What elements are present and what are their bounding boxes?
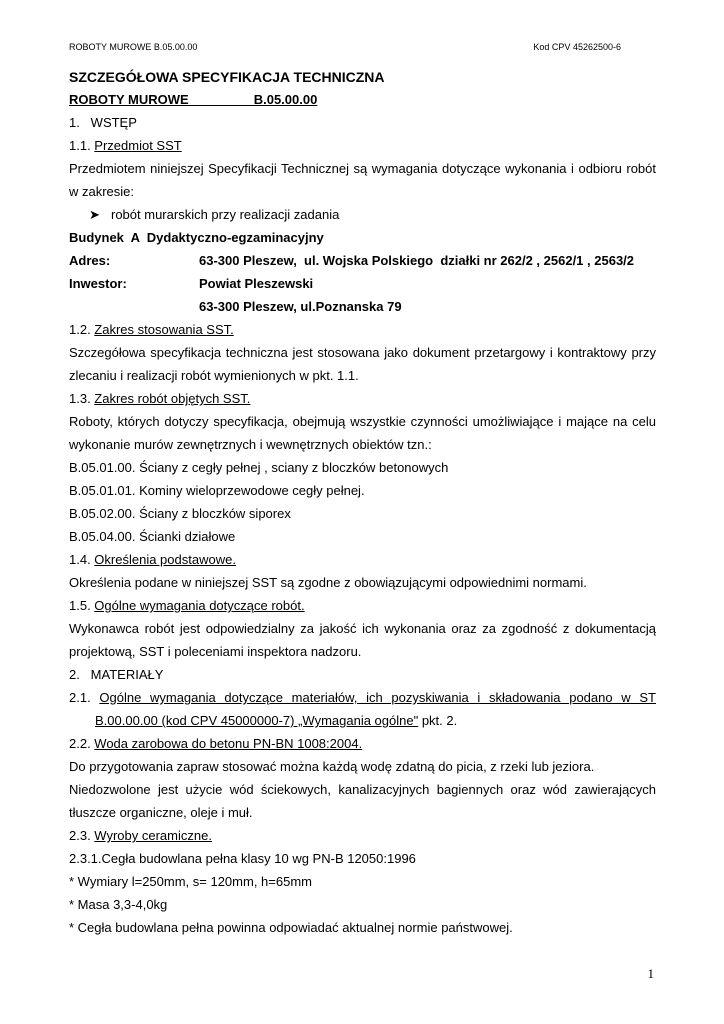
section-1-4-heading xyxy=(69,548,656,571)
section-1-1-heading xyxy=(69,134,656,157)
section-title: Określenia podstawowe. xyxy=(94,552,236,567)
section-title: Zakres robót objętych SST. xyxy=(94,391,251,406)
spec-item: * Cegła budowlana pełna powinna odpowiadać aktualnej normie państwowej. xyxy=(69,920,513,935)
header-right: Kod CPV 45262500-6 xyxy=(533,42,621,52)
section-title: Wyroby ceramiczne. xyxy=(94,828,212,843)
document-subtitle: ROBOTY MUROWE_________B.05.00.00 xyxy=(69,92,318,107)
section-1-2-heading xyxy=(69,318,656,341)
section-title-tail: pkt. 2. xyxy=(418,713,458,728)
paragraph-1-3: Roboty, których dotyczy specyfikacja, obejmują wszystkie czynności umożliwiające i mające na celu wykonanie murów zewnętrznych i wewnętrznych obiektów tzn.: xyxy=(69,414,656,452)
spec-item: * Wymiary l=250mm, s= 120mm, h=65mm xyxy=(69,874,312,889)
section-1-3-heading xyxy=(69,387,656,410)
section-number: 1.2. xyxy=(69,322,95,337)
paragraph-1-1: Przedmiotem niniejszej Specyfikacji Technicznej są wymagania dotyczące wykonania i odbioru robót w zakresie: xyxy=(69,161,656,199)
section-2-heading: 2. MATERIAŁY xyxy=(69,667,164,682)
section-title-line2: B.00.00.00 (kod CPV 45000000-7) „Wymagania ogólne" xyxy=(95,713,419,728)
section-number: 1.5. xyxy=(69,598,95,613)
scope-item: B.05.02.00. Ściany z bloczków siporex xyxy=(69,506,291,521)
building-line: Budynek A Dydaktyczno-egzaminacyjny xyxy=(69,230,324,245)
section-2-2-heading xyxy=(69,732,656,755)
paragraph-2-2a: Do przygotowania zapraw stosować można każdą wodę zdatną do picia, z rzeki lub jeziora. xyxy=(69,759,595,774)
section-number: 2.3. xyxy=(69,828,95,843)
section-1-5-heading xyxy=(69,594,656,617)
document-body xyxy=(69,66,656,939)
address-row xyxy=(69,249,656,272)
spec-item: * Masa 3,3-4,0kg xyxy=(69,897,168,912)
section-1-heading: 1. WSTĘP xyxy=(69,115,137,130)
header-left: ROBOTY MUROWE B.05.00.00 xyxy=(69,42,198,52)
bullet-item xyxy=(69,203,656,226)
arrow-bullet-icon: ➤ xyxy=(89,207,100,222)
investor-address-row xyxy=(69,295,656,318)
section-2-3-1-heading: 2.3.1.Cegła budowlana pełna klasy 10 wg PN-B 12050:1996 xyxy=(69,851,416,866)
section-number: 1.3. xyxy=(69,391,95,406)
paragraph-1-5: Wykonawca robót jest odpowiedzialny za jakość ich wykonania oraz za zgodność z dokumentacją projektową, SST i poleceniami inspektora nadzoru. xyxy=(69,621,656,659)
address-label: Adres: xyxy=(69,253,111,268)
section-number: 2.1. xyxy=(69,690,100,705)
page-number: 1 xyxy=(647,966,654,981)
section-2-1-heading xyxy=(69,686,656,709)
section-title: Zakres stosowania SST. xyxy=(94,322,234,337)
section-number: 1.4. xyxy=(69,552,95,567)
investor-address: 63-300 Pleszew, ul.Poznanska 79 xyxy=(199,299,402,314)
investor-label: Inwestor: xyxy=(69,276,127,291)
investor-name: Powiat Pleszewski xyxy=(199,276,314,291)
scope-item: B.05.01.01. Kominy wieloprzewodowe cegły pełnej. xyxy=(69,483,365,498)
section-2-1-continuation xyxy=(69,709,656,732)
paragraph-2-2b: Niedozwolone jest użycie wód ściekowych, kanalizacyjnych bagiennych oraz wód zawierających tłuszcze organiczne, oleje i muł. xyxy=(69,782,656,820)
scope-item: B.05.04.00. Ścianki działowe xyxy=(69,529,236,544)
section-title-line1: Ogólne wymagania dotyczące materiałów, ich pozyskiwania i składowania podano w ST xyxy=(99,690,656,705)
section-title: Woda zarobowa do betonu PN-BN 1008:2004. xyxy=(94,736,363,751)
section-title: Przedmiot SST xyxy=(94,138,182,153)
address-value: 63-300 Pleszew, ul. Wojska Polskiego działki nr 262/2 , 2562/1 , 2563/2 xyxy=(199,253,635,268)
investor-row xyxy=(69,272,656,295)
document-title: SZCZEGÓŁOWA SPECYFIKACJA TECHNICZNA xyxy=(69,69,385,85)
spacer xyxy=(69,295,199,318)
section-number: 2.2. xyxy=(69,736,95,751)
bullet-text: robót murarskich przy realizacji zadania xyxy=(111,207,340,222)
scope-item: B.05.01.00. Ściany z cegły pełnej , sciany z bloczków betonowych xyxy=(69,460,449,475)
paragraph-1-2: Szczegółowa specyfikacja techniczna jest stosowana jako dokument przetargowy i kontraktowy przy zlecaniu i realizacji robót wymienionych w pkt. 1.1. xyxy=(69,345,656,383)
section-title: Ogólne wymagania dotyczące robót. xyxy=(94,598,305,613)
section-number: 1.1. xyxy=(69,138,95,153)
section-2-3-heading xyxy=(69,824,656,847)
paragraph-1-4: Określenia podane w niniejszej SST są zgodne z obowiązującymi odpowiednimi normami. xyxy=(69,575,587,590)
